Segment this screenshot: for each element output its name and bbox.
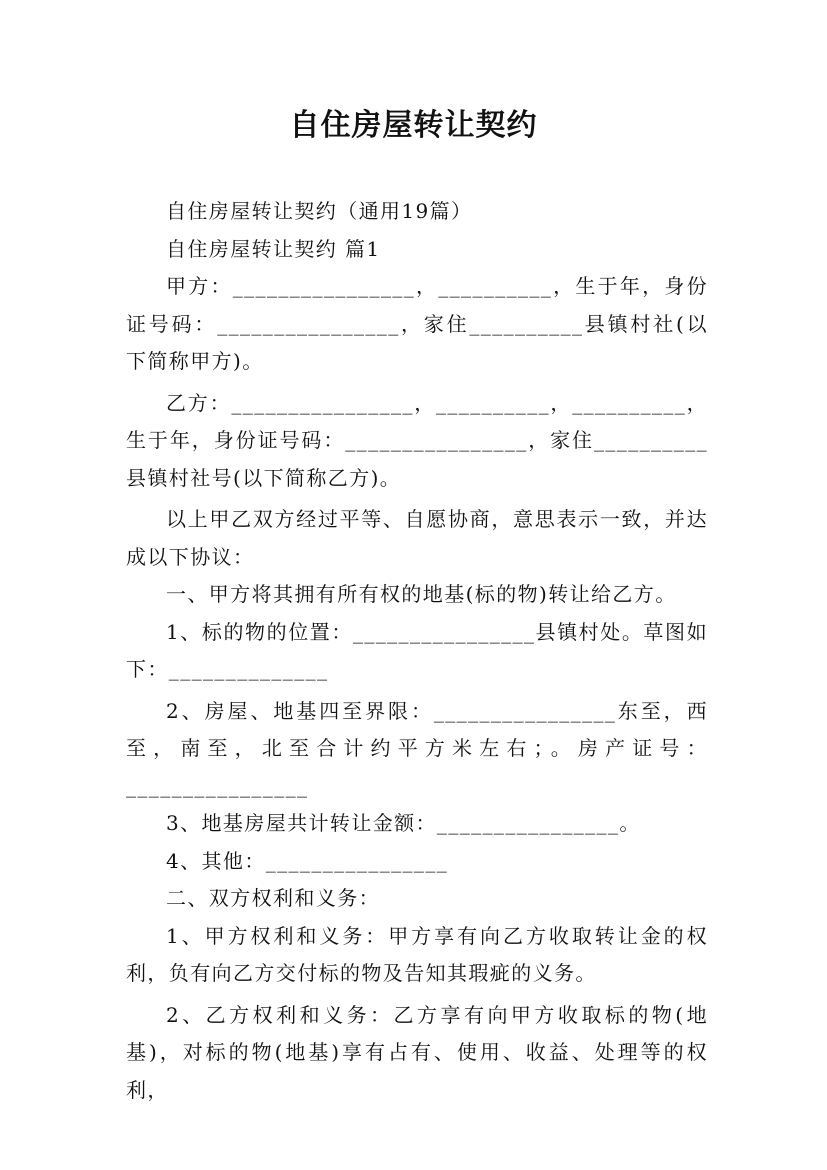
paragraph-subtitle: 自住房屋转让契约（通用19篇） xyxy=(166,199,473,223)
paragraph-clause-2-2: 2、乙方权利和义务：乙方享有向甲方收取标的物(地基)，对标的物(地基)享有占有、使用、收益、处理等的权利， xyxy=(126,1002,708,1102)
paragraph-clause-1: 一、甲方将其拥有所有权的地基(标的物)转让给乙方。 xyxy=(166,582,677,606)
paragraph-clause-2-1: 1、甲方权利和义务：甲方享有向乙方收取转让金的权利，负有向乙方交付标的物及告知其瑕疵的义务。 xyxy=(126,923,708,985)
paragraph-agreement-intro: 以上甲乙双方经过平等、自愿协商，意思表示一致，并达成以下协议： xyxy=(126,507,708,569)
paragraph-clause-1-3: 3、地基房屋共计转让金额：________________。 xyxy=(166,811,641,835)
paragraph-section-heading: 自住房屋转让契约 篇1 xyxy=(166,236,381,261)
paragraph-party-a: 甲方：________________，__________，生于年，身份证号码：________________，家住__________县镇村社(以下简称甲方)。 xyxy=(126,274,708,373)
paragraph-party-b: 乙方：________________，__________，__________，生于年，身份证号码：________________，家住__________县镇村社号(以下简称乙方)。 xyxy=(126,390,708,490)
document-body xyxy=(126,193,708,1109)
paragraph-clause-2: 二、双方权利和义务： xyxy=(166,886,380,910)
paragraph-clause-1-4: 4、其他：________________ xyxy=(166,848,449,873)
paragraph-clause-1-2: 2、房屋、地基四至界限：________________东至，西至，南至，北至合计约平方米左右；。房产证号：________________ xyxy=(126,698,708,798)
paragraph-clause-1-1: 1、标的物的位置：________________县镇村处。草图如下：______________ xyxy=(126,619,708,681)
document-title: 自住房屋转让契约 xyxy=(289,108,538,143)
